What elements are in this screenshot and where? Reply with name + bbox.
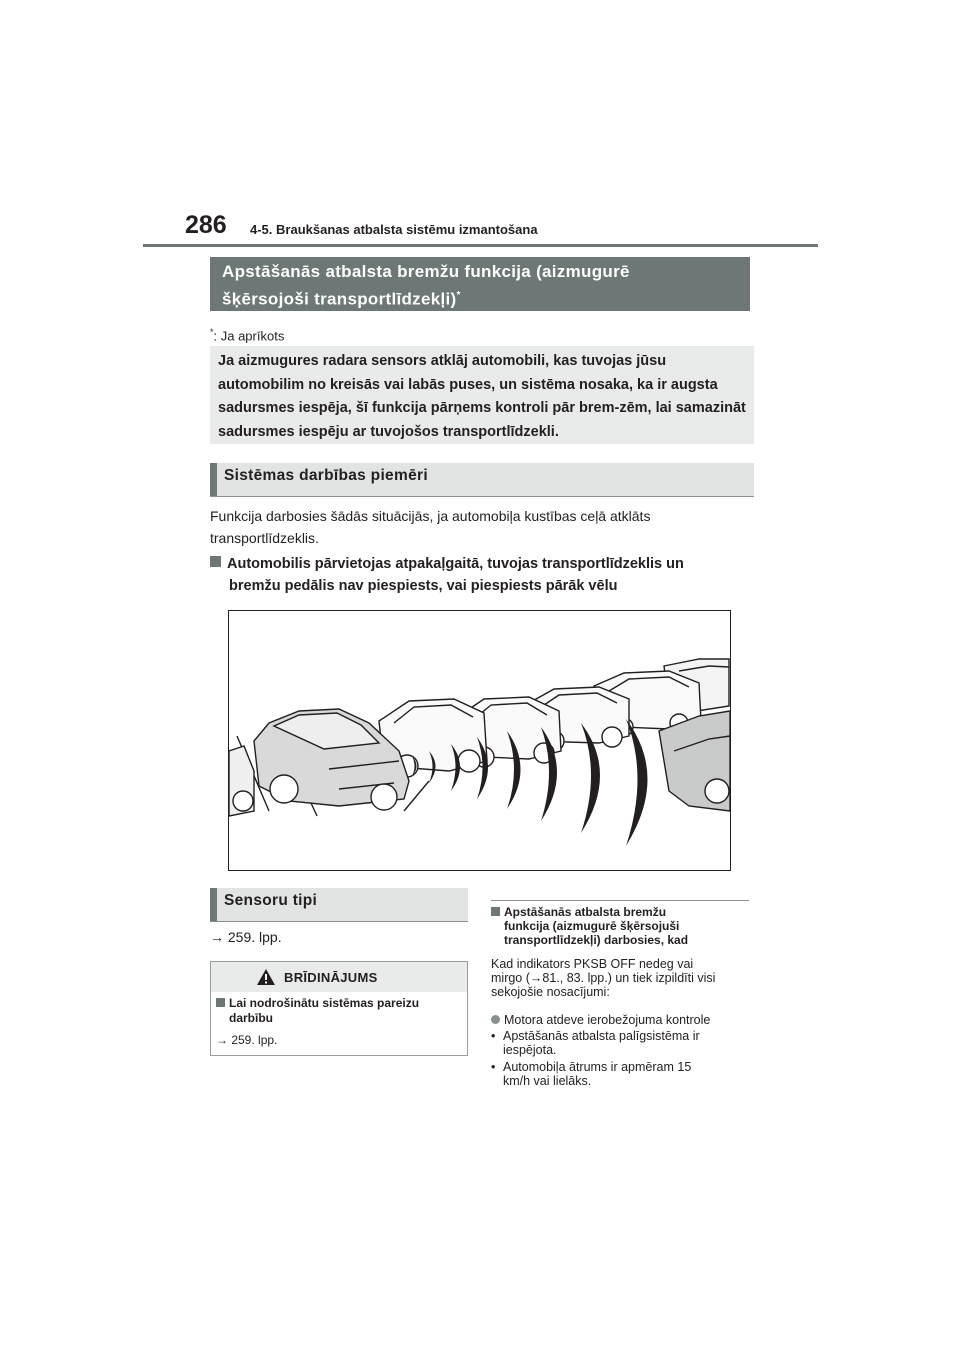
page-number: 286 (185, 211, 227, 239)
case-heading-line2: bremžu pedālis nav piespiests, vai piespiests pārāk vēlu (229, 578, 618, 594)
case-heading-line1: Automobilis pārvietojas atpakaļgaitā, tuvojas transportlīdzeklis un (227, 556, 684, 572)
warning-box (210, 961, 468, 1056)
warning-page-ref: → 259. lpp. (216, 1033, 278, 1047)
right-para-line3: sekojošie nosacījumi: (491, 985, 610, 999)
warning-header (211, 962, 467, 992)
right-heading-line2: funkcija (aizmugurē šķērsojuši (504, 919, 680, 933)
right-para-line1: Kad indikators PKSB OFF nedeg vai (491, 957, 694, 971)
sensors-heading: Sensoru tipi (210, 888, 468, 922)
square-bullet-icon (491, 907, 500, 916)
section-title-line2-wrap (222, 284, 750, 312)
right-condition (491, 1013, 749, 1027)
right-heading (491, 905, 749, 947)
sensors-heading-rule (210, 921, 468, 922)
footnote-text: : Ja aprīkots (213, 328, 285, 344)
edge-car-left (229, 746, 254, 816)
illustration-svg (229, 611, 730, 870)
intro-box: Ja aizmugures radara sensors atklāj automobili, kas tuvojas jūsu automobilim no kreisās vai labās puses, un sistēma nosaka, ka ir augsta sadursmes iespēja, šī funkcija pārņems kontroli pār brem-zēm, lai samazināt sadursmes iespēju ar tuvojošos transportlīdzekli. (210, 346, 754, 444)
parking-lot-illustration (228, 610, 731, 871)
bullet-dot-icon: • (491, 1060, 496, 1074)
chapter-title: 4-5. Braukšanas atbalsta sistēmu izmantošana (250, 222, 538, 237)
right-condition-text: Motora atdeve ierobežojuma kontrole (504, 1013, 711, 1027)
case-heading (210, 553, 755, 597)
right-para-line2: mirgo (→81., 83. lpp.) un tiek izpildīti visi (491, 971, 716, 985)
warning-sub-line2: darbību (229, 1011, 273, 1025)
section-title-bar (210, 257, 750, 311)
right-bullet2-line1: Automobiļa ātrums ir apmēram 15 (503, 1060, 692, 1074)
warning-triangle-icon (256, 968, 276, 986)
footnote-mark: * (210, 327, 214, 337)
warning-title: BRĪDINĀJUMS (284, 970, 378, 985)
right-paragraph (491, 957, 749, 999)
section-title-asterisk: * (456, 290, 461, 301)
square-bullet-icon (210, 556, 221, 567)
circle-bullet-icon (491, 1015, 500, 1024)
sensors-page-ref: → 259. lpp. (210, 929, 282, 945)
bullet-dot-icon: • (491, 1029, 496, 1043)
right-bullet1-line2: iespējota. (503, 1043, 557, 1057)
examples-heading-rule (210, 496, 754, 497)
warning-subheading (216, 996, 464, 1026)
square-bullet-icon (216, 998, 225, 1007)
footnote (210, 327, 284, 343)
right-bullet1-line1: Apstāšanās atbalsta palīgsistēma ir (503, 1029, 700, 1043)
radar-arc (626, 719, 648, 846)
right-column-rule (491, 900, 749, 901)
right-heading-line3: transportlīdzekļi) darbosies, kad (504, 933, 689, 947)
header-rule (143, 244, 818, 247)
right-bullet-1 (491, 1029, 749, 1057)
section-title-line2: šķērsojoši transportlīdzekļi) (222, 289, 457, 309)
right-heading-line1: Apstāšanās atbalsta bremžu (504, 905, 667, 919)
examples-heading: Sistēmas darbības piemēri (210, 463, 754, 497)
section-title-line1: Apstāšanās atbalsta bremžu funkcija (aizmugurē (222, 262, 630, 281)
examples-body: Funkcija darbosies šādās situācijās, ja automobiļa kustības ceļā atklāts transportlīdzeklis. (210, 508, 651, 546)
warning-sub-line1: Lai nodrošinātu sistēmas pareizu (229, 996, 420, 1010)
right-bullet-2 (491, 1060, 749, 1088)
right-bullet2-line2: km/h vai lielāks. (503, 1074, 592, 1088)
